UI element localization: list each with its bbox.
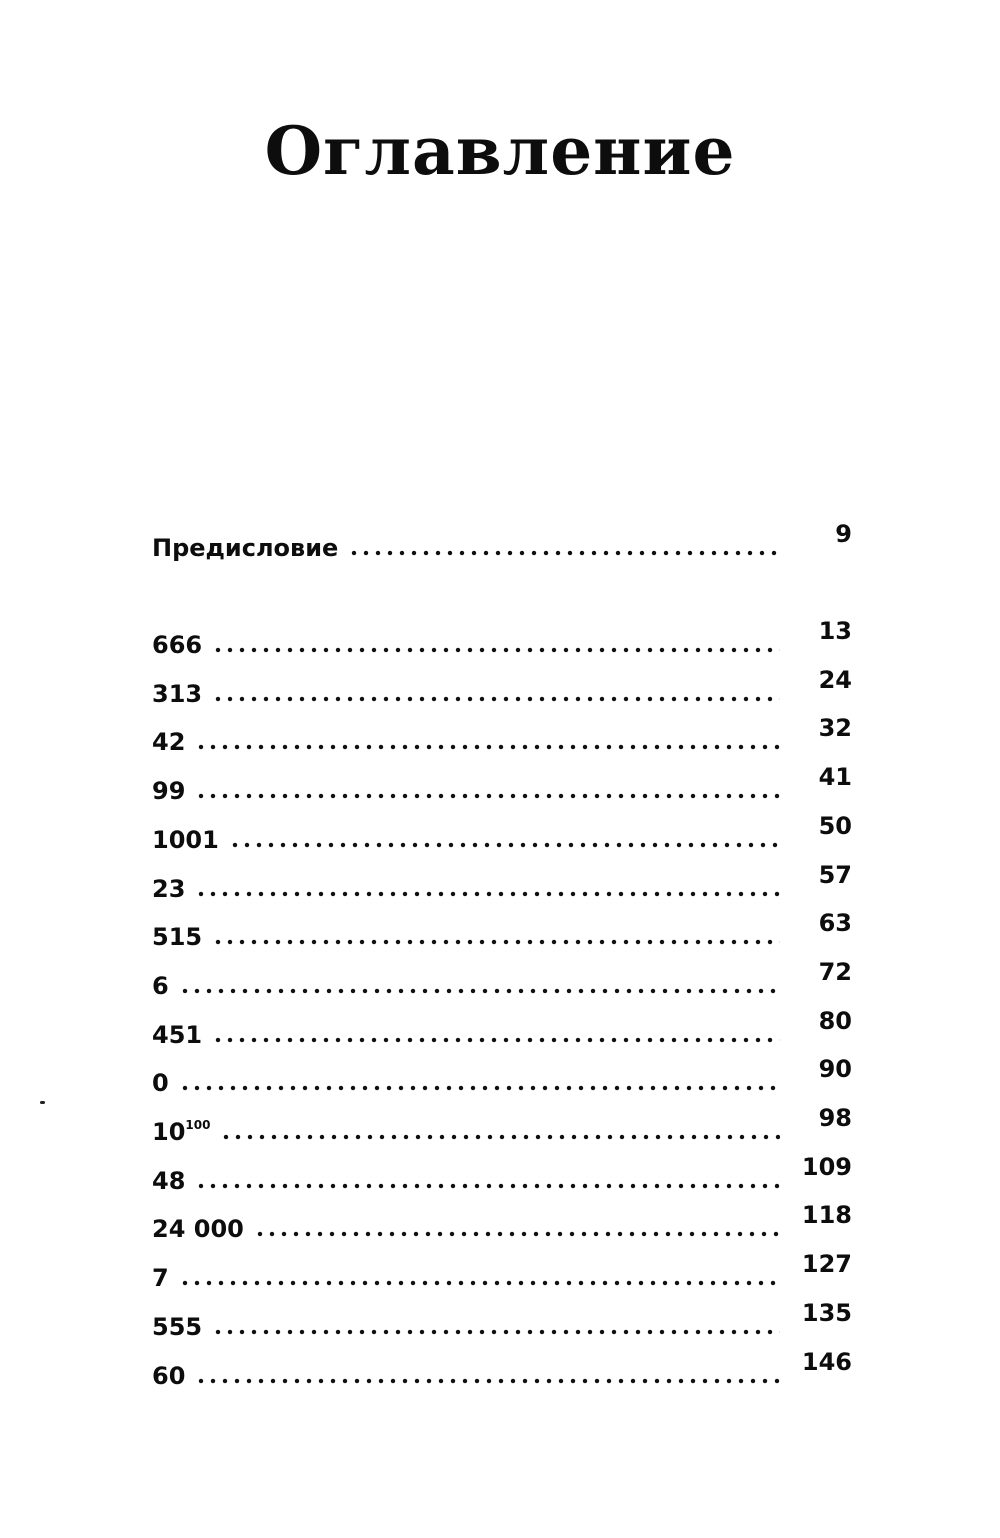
- toc-entry-label: 23: [152, 874, 186, 903]
- toc-entry[interactable]: [152, 1153, 852, 1193]
- toc-entry-label: 1001: [152, 825, 219, 854]
- dot-leader: [212, 647, 780, 653]
- toc-entry[interactable]: [152, 1104, 852, 1144]
- toc-entry[interactable]: [152, 1348, 852, 1388]
- toc-entry[interactable]: [152, 812, 852, 852]
- toc-entry-exponent: 100: [185, 1118, 211, 1132]
- toc-entry[interactable]: [152, 1250, 852, 1293]
- toc-entry-label: 48: [152, 1166, 186, 1195]
- toc-entry-page: 13: [818, 617, 852, 645]
- toc-entry-page: 41: [818, 763, 852, 792]
- toc-entry-page: 98: [818, 1104, 852, 1132]
- toc-entry-page: 24: [818, 665, 852, 694]
- toc-entry-label: 451: [152, 1020, 203, 1049]
- page-title: Оглавление: [264, 112, 736, 190]
- toc-entry-page: 57: [818, 860, 852, 889]
- toc-entry[interactable]: [152, 763, 852, 806]
- dot-leader: [179, 988, 780, 994]
- toc-entry-label: 60: [152, 1361, 186, 1390]
- dot-leader: [179, 1085, 780, 1091]
- toc-entry-label: 24 000: [152, 1215, 244, 1244]
- toc-entry[interactable]: [152, 1007, 852, 1047]
- dot-leader: [348, 550, 780, 556]
- toc-entry[interactable]: [152, 861, 852, 901]
- dot-leader: [195, 1378, 780, 1384]
- toc-entry-page: 63: [818, 909, 852, 938]
- dot-leader: [254, 1231, 780, 1237]
- dot-leader: [212, 696, 780, 702]
- toc-entry-label: 666: [152, 631, 203, 659]
- toc-entry[interactable]: [152, 1055, 852, 1098]
- toc-entry-label: 42: [152, 728, 186, 757]
- toc-entry-page: 109: [801, 1152, 852, 1181]
- toc-entry-label: 0: [152, 1069, 169, 1098]
- dot-leader: [229, 842, 780, 848]
- toc-entry-label: 99: [152, 777, 186, 806]
- dot-leader: [195, 891, 780, 897]
- toc-entry-label: 7: [152, 1264, 169, 1293]
- toc-entry[interactable]: [152, 1201, 852, 1244]
- toc-entry-page: 146: [801, 1347, 852, 1376]
- toc-entry[interactable]: [152, 520, 852, 560]
- toc-entry-page: 50: [818, 811, 852, 840]
- toc-entry-label: 6: [152, 971, 169, 1000]
- dot-leader: [179, 1280, 780, 1286]
- dot-leader: [195, 1183, 780, 1189]
- dot-leader: [195, 793, 780, 799]
- dot-leader: [212, 1329, 780, 1335]
- dot-leader: [220, 1134, 780, 1140]
- toc-entry-label: 313: [152, 679, 203, 708]
- toc-entry[interactable]: [152, 666, 852, 706]
- toc-entry[interactable]: [152, 958, 852, 998]
- toc-entry-label: 555: [152, 1312, 203, 1341]
- toc-entry-page: 72: [818, 957, 852, 986]
- toc-entry[interactable]: [152, 714, 852, 757]
- toc-entry[interactable]: [152, 909, 852, 952]
- toc-entry-page: 32: [818, 714, 852, 743]
- toc-entry-label: Предисловие: [152, 534, 339, 562]
- toc-entry-label: $10^{100}$: [152, 1118, 211, 1146]
- dot-leader: [212, 1037, 780, 1043]
- toc-entry-page: 135: [801, 1298, 852, 1327]
- dot-leader: [195, 744, 780, 750]
- toc-entry[interactable]: [152, 617, 852, 657]
- toc-entry-page: 118: [801, 1201, 852, 1230]
- toc-entry[interactable]: [152, 1299, 852, 1339]
- toc-entry-page: 9: [835, 520, 852, 548]
- toc-entry-page: 90: [818, 1055, 852, 1084]
- dot-leader: [212, 939, 780, 945]
- toc-entry-page: 80: [818, 1006, 852, 1035]
- toc-entry-page: 127: [801, 1250, 852, 1279]
- toc-entry-label: 515: [152, 923, 203, 952]
- print-speck: [40, 1101, 45, 1104]
